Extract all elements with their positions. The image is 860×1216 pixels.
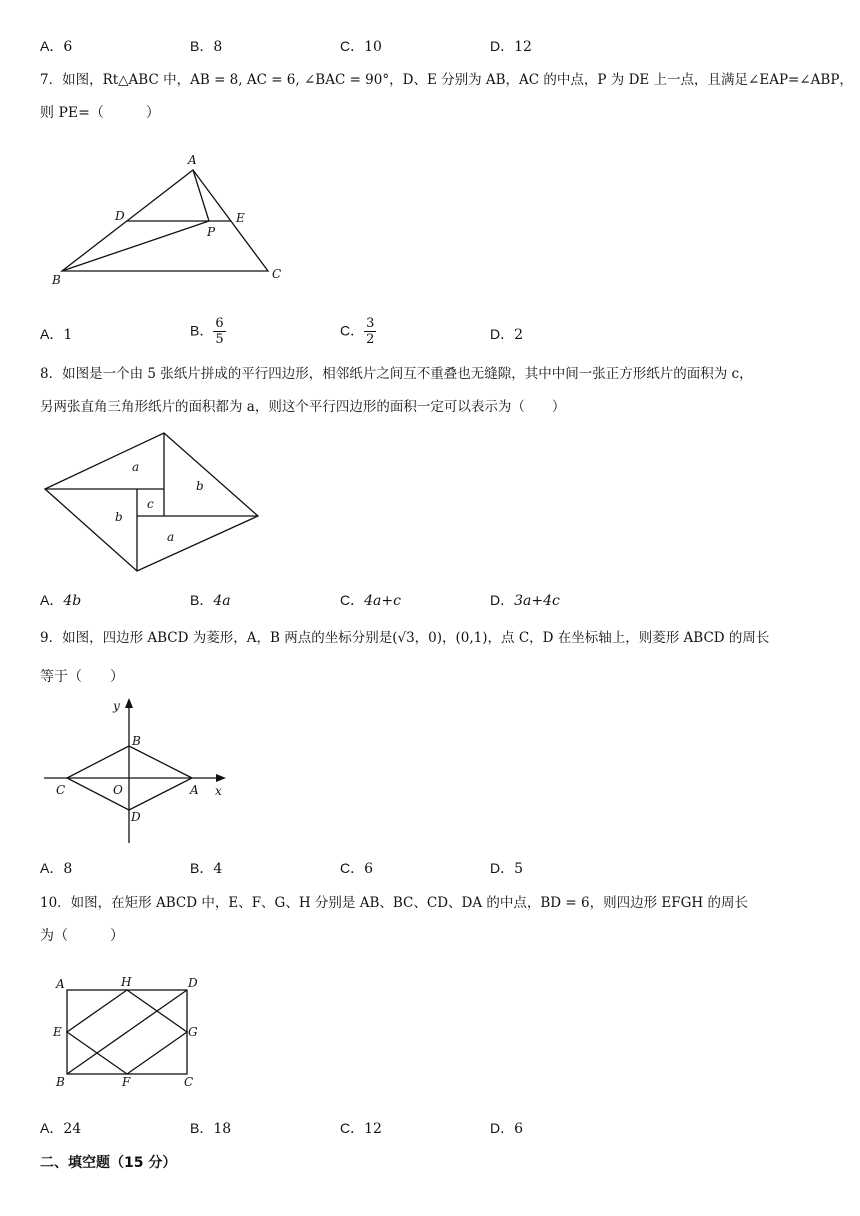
q7-option-c-fraction: $\frac{3}{2}$ — [366, 316, 375, 347]
q8-option-a: A．4b — [40, 592, 82, 609]
q7-option-b-fraction: $\frac{6}{5}$ — [215, 316, 224, 347]
q9-stem-line1: 9．如图，四边形 ABCD 为菱形，A，B 两点的坐标分别是(√3，0)，(0,1)，点 C，D 在坐标轴上，则菱形 ABCD 的周长 — [40, 630, 770, 646]
q7-option-b: B． $\frac{6}{5}$ — [190, 316, 224, 347]
q6-option-a: A．6 — [40, 38, 73, 55]
q8-label-b-right: b — [196, 479, 204, 493]
q7-label-e: E — [236, 211, 245, 225]
q8-option-b: B．4a — [190, 592, 231, 609]
q8-label-a-bottom: a — [167, 530, 175, 544]
q10-label-c: C — [184, 1075, 194, 1089]
q7-option-d: D．2 — [490, 326, 524, 343]
q9-option-c: C．6 — [340, 860, 374, 877]
q9-x-arrow — [216, 774, 226, 782]
q9-option-d: D．5 — [490, 860, 524, 877]
q10-label-a: A — [56, 977, 65, 991]
q8-option-c: C．4a+c — [340, 592, 401, 609]
q8-label-b-left: b — [115, 510, 123, 524]
q7-label-d: D — [115, 209, 125, 223]
q9-label-a: A — [190, 783, 199, 797]
q8-figure — [40, 428, 270, 578]
q10-label-e: E — [53, 1025, 62, 1039]
q7-segment-ap — [193, 170, 209, 221]
q9-label-x: x — [215, 784, 222, 798]
q9-y-arrow — [125, 698, 133, 708]
q10-option-b: B．18 — [190, 1120, 232, 1137]
q10-option-d: D．6 — [490, 1120, 524, 1137]
section-2-title: 二、填空题（15 分） — [40, 1155, 177, 1171]
q9-label-d: D — [131, 810, 141, 824]
q10-option-c: C．12 — [340, 1120, 382, 1137]
q6-option-c: C．10 — [340, 38, 382, 55]
q10-label-g: G — [188, 1025, 198, 1039]
q7-segment-bp — [62, 221, 209, 271]
q10-label-d: D — [188, 976, 198, 990]
q10-figure — [40, 968, 220, 1093]
q10-option-a: A．24 — [40, 1120, 82, 1137]
q10-stem-line1: 10．如图，在矩形 ABCD 中，E、F、G、H 分别是 AB、BC、CD、DA 的中点，BD = 6，则四边形 EFGH 的周长 — [40, 895, 748, 911]
q10-label-b: B — [56, 1075, 65, 1089]
q8-stem-line1: 8．如图是一个由 5 张纸片拼成的平行四边形，相邻纸片之间互不重叠也无缝隙，其中中间一张正方形纸片的面积为 c， — [40, 366, 753, 382]
q10-label-h: H — [121, 975, 132, 989]
q9-label-y: y — [113, 699, 120, 713]
q9-label-c: C — [56, 783, 66, 797]
q10-stem-line2: 为（ ） — [40, 928, 124, 944]
q10-diagonal-bd — [67, 990, 187, 1074]
q7-option-c: C． $\frac{3}{2}$ — [340, 316, 375, 347]
q10-label-f: F — [122, 1075, 131, 1089]
q9-label-o: O — [113, 783, 123, 797]
q7-stem-line2: 则 PE=（ ） — [40, 105, 160, 121]
q6-option-b: B．8 — [190, 38, 223, 55]
q9-option-a: A．8 — [40, 860, 73, 877]
q7-option-a: A．1 — [40, 326, 73, 343]
q7-label-a: A — [188, 153, 197, 167]
q8-label-c: c — [147, 497, 154, 511]
q9-label-b: B — [132, 734, 141, 748]
q8-stem-line2: 另两张直角三角形纸片的面积都为 a，则这个平行四边形的面积一定可以表示为（ ） — [40, 399, 566, 415]
q7-label-c: C — [272, 267, 282, 281]
q7-figure — [40, 150, 300, 290]
q7-label-p: P — [207, 225, 216, 239]
q8-label-a-top: a — [132, 460, 140, 474]
q9-figure — [40, 695, 240, 845]
q8-option-d: D．3a+4c — [490, 592, 560, 609]
q9-stem-line2: 等于（ ） — [40, 669, 124, 685]
q7-label-b: B — [52, 273, 61, 287]
q9-option-b: B．4 — [190, 860, 223, 877]
q6-option-d: D．12 — [490, 38, 532, 55]
q7-stem-line1: 7．如图，Rt△ABC 中，AB = 8, AC = 6, ∠BAC = 90°，D、E 分别为 AB，AC 的中点，P 为 DE 上一点，且满足∠EAP=∠ABP， — [40, 72, 853, 88]
